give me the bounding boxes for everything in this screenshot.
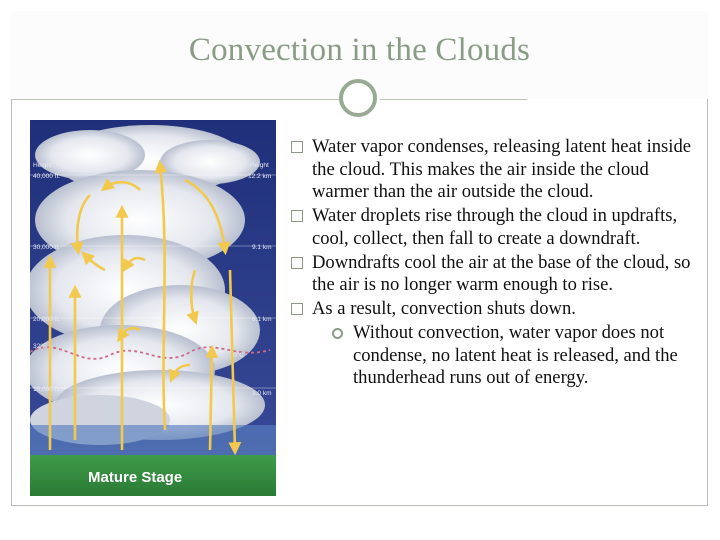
left-axis-label: 10,000 ft. (33, 386, 61, 393)
left-axis-label: 30,000 ft. (33, 244, 61, 251)
bullet-item (288, 298, 706, 321)
bullet-text: Downdrafts cool the air at the base of the cloud, so the air is no longer warm enough to rise. (312, 251, 691, 295)
square-bullet-icon (291, 210, 303, 222)
thunderstorm-diagram (30, 120, 276, 496)
square-bullet-icon (291, 303, 303, 315)
right-axis-label: 6.1 km (252, 316, 272, 323)
right-axis-label: 9.1 km (252, 244, 272, 251)
right-axis-label: 12.2 km (248, 173, 272, 180)
right-axis-label: 0°C (233, 352, 244, 359)
right-axis-label: 3.0 km (252, 390, 272, 397)
left-axis-label: 40,000 ft. (33, 173, 61, 180)
left-axis-label: 20,000 ft. (33, 316, 61, 323)
slide-title: Convection in the Clouds (188, 32, 531, 68)
bullet-text: Water vapor condenses, releasing latent heat inside the cloud. This makes the air inside the cloud warmer than the air outside the cloud. (312, 136, 692, 202)
bullet-text: Water droplets rise through the cloud in updrafts, cool, collect, then fall to create a downdraft. (312, 205, 678, 249)
sub-bullet-text: Without convection, water vapor does not condense, no latent heat is released, and the thunderhead runs out of energy. (353, 322, 678, 388)
title-divider-right (380, 99, 527, 100)
square-bullet-icon (291, 257, 303, 269)
bullet-list (288, 136, 706, 391)
divider-circle-icon (339, 79, 377, 117)
square-bullet-icon (291, 141, 303, 153)
sub-bullet-item (288, 322, 706, 390)
title-divider-left (11, 99, 341, 100)
bullet-text: As a result, convection shuts down. (312, 298, 576, 319)
right-axis-label: Height (250, 162, 269, 169)
left-axis-label: 32°F (33, 343, 47, 350)
bullet-item (288, 205, 706, 250)
circle-bullet-icon (332, 328, 343, 339)
bullet-item (288, 136, 706, 204)
left-axis-label: Height (33, 162, 52, 169)
diagram-caption: Mature Stage (88, 469, 183, 486)
slide-footer (11, 505, 708, 528)
bullet-item (288, 252, 706, 297)
